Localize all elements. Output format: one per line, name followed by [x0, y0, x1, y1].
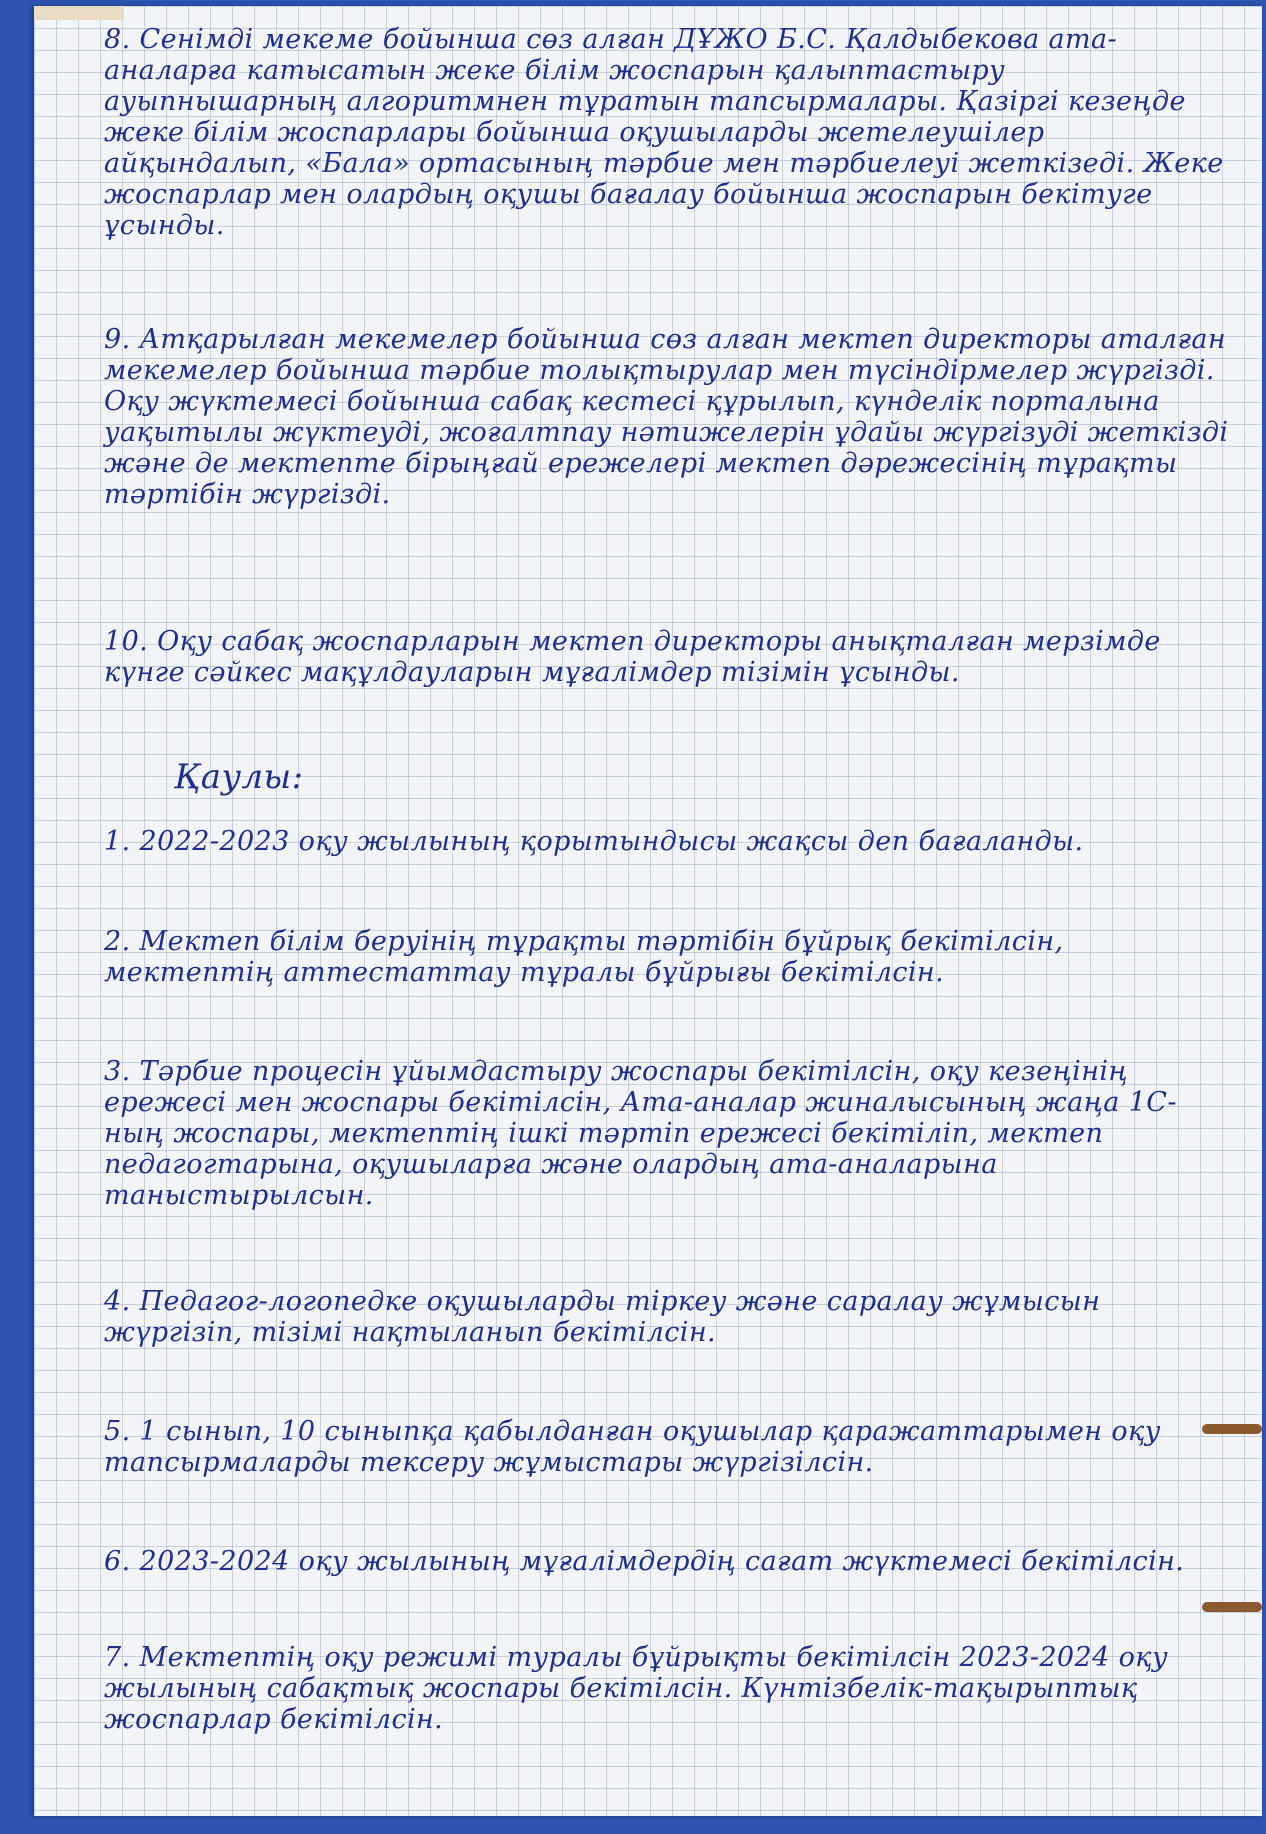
item-9	[104, 324, 1234, 510]
resolution-3-text: 3. Тәрбие процесін ұйымдастыру жоспары бекітілсін, оқу кезеңінің ережесі мен жоспары бекітілсін, Ата-аналар жиналысының жаңа 1С-ның жоспары, мектептің ішкі тәртіп ережесі бекітіліп, мектеп педагогтарына, оқушыларға және олардың ата-аналарына таныстырылсын.	[104, 1056, 1177, 1211]
resolution-3	[104, 1056, 1234, 1211]
resolution-2	[104, 926, 1234, 988]
resolution-1-text: 1. 2022-2023 оқу жылының қорытындысы жақсы деп бағаланды.	[104, 826, 1084, 857]
item-10	[104, 626, 1234, 688]
resolution-2-text: 2. Мектеп білім беруінің тұрақты тәртібін бұйрық бекітілсін, мектептің аттестаттау тұралы бұйрығы бекітілсін.	[104, 926, 1064, 988]
resolution-heading	[174, 757, 574, 797]
item-10-text: 10. Оқу сабақ жоспарларын мектеп директоры анықталған мерзімде күнге сәйкес мақұлдауларын мұғалімдер тізімін ұсынды.	[104, 626, 1161, 688]
item-9-text: 9. Атқарылған мекемелер бойынша сөз алған мектеп директоры аталған мекемелер бойынша тәрбие толықтырулар мен түсіндірмелер жүргізді. Оқу жүктемесі бойынша сабақ кестесі құрылып, күнделік порталына уақытылы жүктеуді, жоғалтпау нәтижелерін ұдайы жүргізуді жеткізді және де мектепте бірыңғай ережелері мектеп дәрежесінің тұрақты тәртібін жүргізді.	[104, 324, 1229, 510]
resolution-heading-text: Қаулы:	[174, 757, 304, 797]
resolution-6	[104, 1546, 1234, 1577]
resolution-4	[104, 1286, 1234, 1348]
resolution-1	[104, 826, 1234, 857]
binding-thread	[1202, 1602, 1262, 1612]
resolution-5-text: 5. 1 сынып, 10 сыныпқа қабылданған оқушылар қаражаттарымен оқу тапсырмаларды тексеру жұмыстары жүргізілсін.	[104, 1416, 1161, 1478]
resolution-7	[104, 1642, 1234, 1735]
notebook-page	[34, 6, 1262, 1816]
page-tear	[34, 6, 124, 20]
resolution-4-text: 4. Педагог-логопедке оқушыларды тіркеу және саралау жұмысын жүргізіп, тізімі нақтыланып бекітілсін.	[104, 1286, 1101, 1348]
resolution-7-text: 7. Мектептің оқу режимі туралы бұйрықты бекітілсін 2023-2024 оқу жылының сабақтық жоспары бекітілсін. Күнтізбелік-тақырыптық жоспарлар бекітілсін.	[104, 1642, 1169, 1735]
item-8-text: 8. Сенімді мекеме бойынша сөз алған ДҰЖО Б.С. Қалдыбекова ата-аналарға катысатын жеке білім жоспарын қалыптастыру ауыпнышарның алгоритмнен тұратын тапсырмалары. Қазіргі кезеңде жеке білім жоспарлары бойынша оқушыларды жетелеушілер айқындалып, «Бала» ортасының тәрбие мен тәрбиелеуі жеткізеді. Жеке жоспарлар мен олардың оқушы бағалау бойынша жоспарын бекітуге ұсынды.	[104, 24, 1224, 241]
binding-thread	[1202, 1424, 1262, 1434]
item-8	[104, 24, 1234, 241]
resolution-5	[104, 1416, 1234, 1478]
resolution-6-text: 6. 2023-2024 оқу жылының мұғалімдердің сағат жүктемесі бекітілсін.	[104, 1546, 1185, 1577]
